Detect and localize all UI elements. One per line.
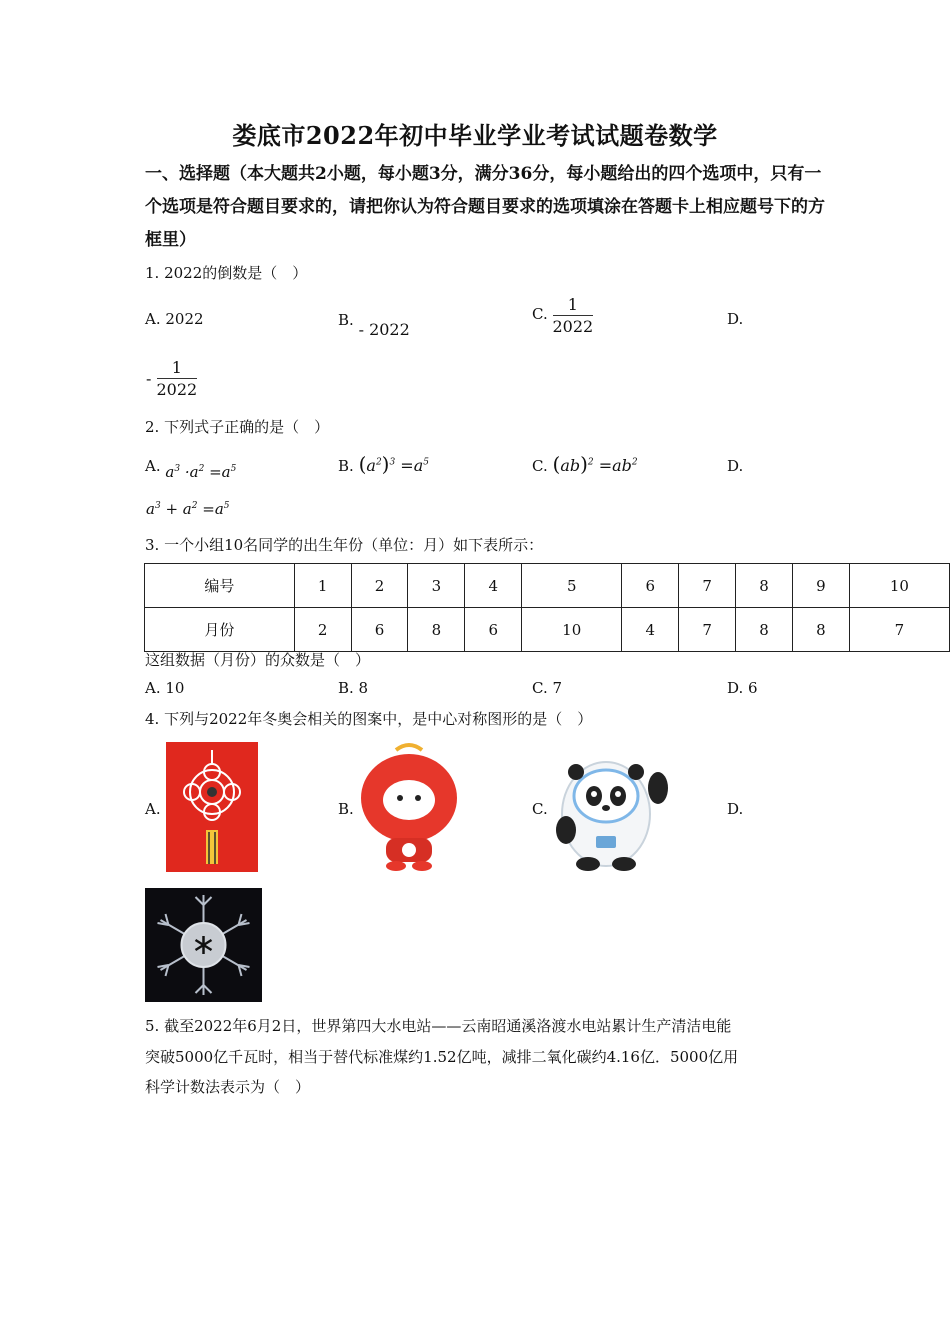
- table-cell: 8: [792, 608, 849, 652]
- bing-dwen-dwen-mascot-image: [552, 752, 674, 872]
- table-cell: 7: [679, 608, 736, 652]
- q4-option-b[interactable]: B.: [338, 800, 354, 818]
- denominator: 2022: [156, 380, 198, 399]
- q3-option-d[interactable]: D. 6: [727, 679, 758, 697]
- fraction: [157, 358, 198, 401]
- numerator: 1: [157, 358, 198, 379]
- option-label: B.: [338, 311, 354, 329]
- question-3-follow: 这组数据（月份）的众数是（ ）: [145, 651, 371, 669]
- question-5-line3: 科学计数法表示为（ ）: [145, 1078, 311, 1096]
- formula-d: $a^3 + a^2 =a^5$: [146, 500, 230, 518]
- q1-option-a[interactable]: [145, 310, 204, 328]
- table-cell: 编号: [145, 564, 295, 608]
- birth-month-table: [144, 563, 950, 652]
- q1-option-d[interactable]: D.: [727, 310, 744, 328]
- table-cell: 9: [792, 564, 849, 608]
- table-cell: 2: [294, 608, 351, 652]
- table-cell: 6: [351, 608, 408, 652]
- snowflake-image: [145, 888, 262, 1002]
- question-4-stem: 4. 下列与2022年冬奥会相关的图案中，是中心对称图形的是（ ）: [145, 710, 593, 728]
- table-cell: 8: [408, 608, 465, 652]
- fraction: [553, 295, 594, 338]
- denominator: 2022: [552, 317, 594, 336]
- option-value: - 2022: [358, 320, 410, 339]
- table-cell: 月份: [145, 608, 295, 652]
- chinese-knot-image: [166, 742, 258, 872]
- table-cell: 2: [351, 564, 408, 608]
- table-cell: 4: [622, 608, 679, 652]
- table-cell: 1: [294, 564, 351, 608]
- table-cell: 7: [849, 608, 949, 652]
- q1-option-c[interactable]: [532, 295, 593, 338]
- question-1-stem: 1. 2022的倒数是（ ）: [145, 264, 308, 282]
- page-title: 娄底市2022年初中毕业学业考试试题卷数学: [232, 121, 718, 150]
- table-row: [145, 564, 950, 608]
- option-label: A.: [145, 457, 161, 475]
- numerator: 1: [553, 295, 594, 316]
- table-cell: 6: [465, 608, 522, 652]
- table-cell: 7: [679, 564, 736, 608]
- q3-option-c[interactable]: C. 7: [532, 679, 563, 697]
- table-cell: 5: [522, 564, 622, 608]
- formula-a: $a^3 \cdot a^2 =a^5$: [165, 463, 237, 481]
- formula-c: $(ab)^2 =ab^2$: [552, 452, 638, 476]
- q4-option-c[interactable]: C.: [532, 800, 548, 818]
- q1-option-b[interactable]: [338, 310, 410, 339]
- option-value: 2022: [165, 310, 204, 328]
- table-cell: 10: [522, 608, 622, 652]
- table-cell: 8: [736, 564, 793, 608]
- table-row: [145, 608, 950, 652]
- option-label: A.: [145, 310, 161, 328]
- q3-option-a[interactable]: A. 10: [145, 679, 185, 697]
- q1-option-d-value: [146, 358, 197, 401]
- q2-option-a[interactable]: [145, 457, 237, 481]
- table-cell: 4: [465, 564, 522, 608]
- question-5-line2: 突破5000亿千瓦时，相当于替代标准煤约1.52亿吨，减排二氧化碳约4.16亿．5000亿用: [145, 1048, 739, 1066]
- table-cell: 10: [849, 564, 949, 608]
- question-2-stem: 2. 下列式子正确的是（ ）: [145, 418, 330, 436]
- q4-option-d[interactable]: D.: [727, 800, 744, 818]
- q2-option-c[interactable]: [532, 452, 638, 476]
- table-cell: 6: [622, 564, 679, 608]
- shuey-rhon-rhon-mascot-image: [356, 740, 462, 872]
- section-heading: 一、选择题（本大题共2小题，每小题3分，满分36分，每小题给出的四个选项中，只有一个选项是符合题目要求的，请把你认为符合题目要求的选项填涂在答题卡上相应题号下的方框里）: [145, 164, 825, 250]
- q2-option-b[interactable]: [338, 452, 429, 476]
- q3-option-b[interactable]: B. 8: [338, 679, 369, 697]
- question-5-line1: 5. 截至2022年6月2日，世界第四大水电站——云南昭通溪洛渡水电站累计生产清洁电能: [145, 1017, 732, 1035]
- q2-option-d[interactable]: D.: [727, 457, 744, 475]
- q4-option-a[interactable]: A.: [145, 800, 161, 818]
- question-3-stem: 3. 一个小组10名同学的出生年份（单位：月）如下表所示：: [145, 536, 544, 554]
- table-cell: 8: [736, 608, 793, 652]
- option-label: B.: [338, 457, 354, 475]
- formula-b: $(a^2)^3 =a^5$: [358, 452, 429, 476]
- table-cell: 3: [408, 564, 465, 608]
- minus-sign: -: [146, 369, 152, 388]
- option-label: C.: [532, 457, 548, 475]
- option-label: C.: [532, 304, 548, 323]
